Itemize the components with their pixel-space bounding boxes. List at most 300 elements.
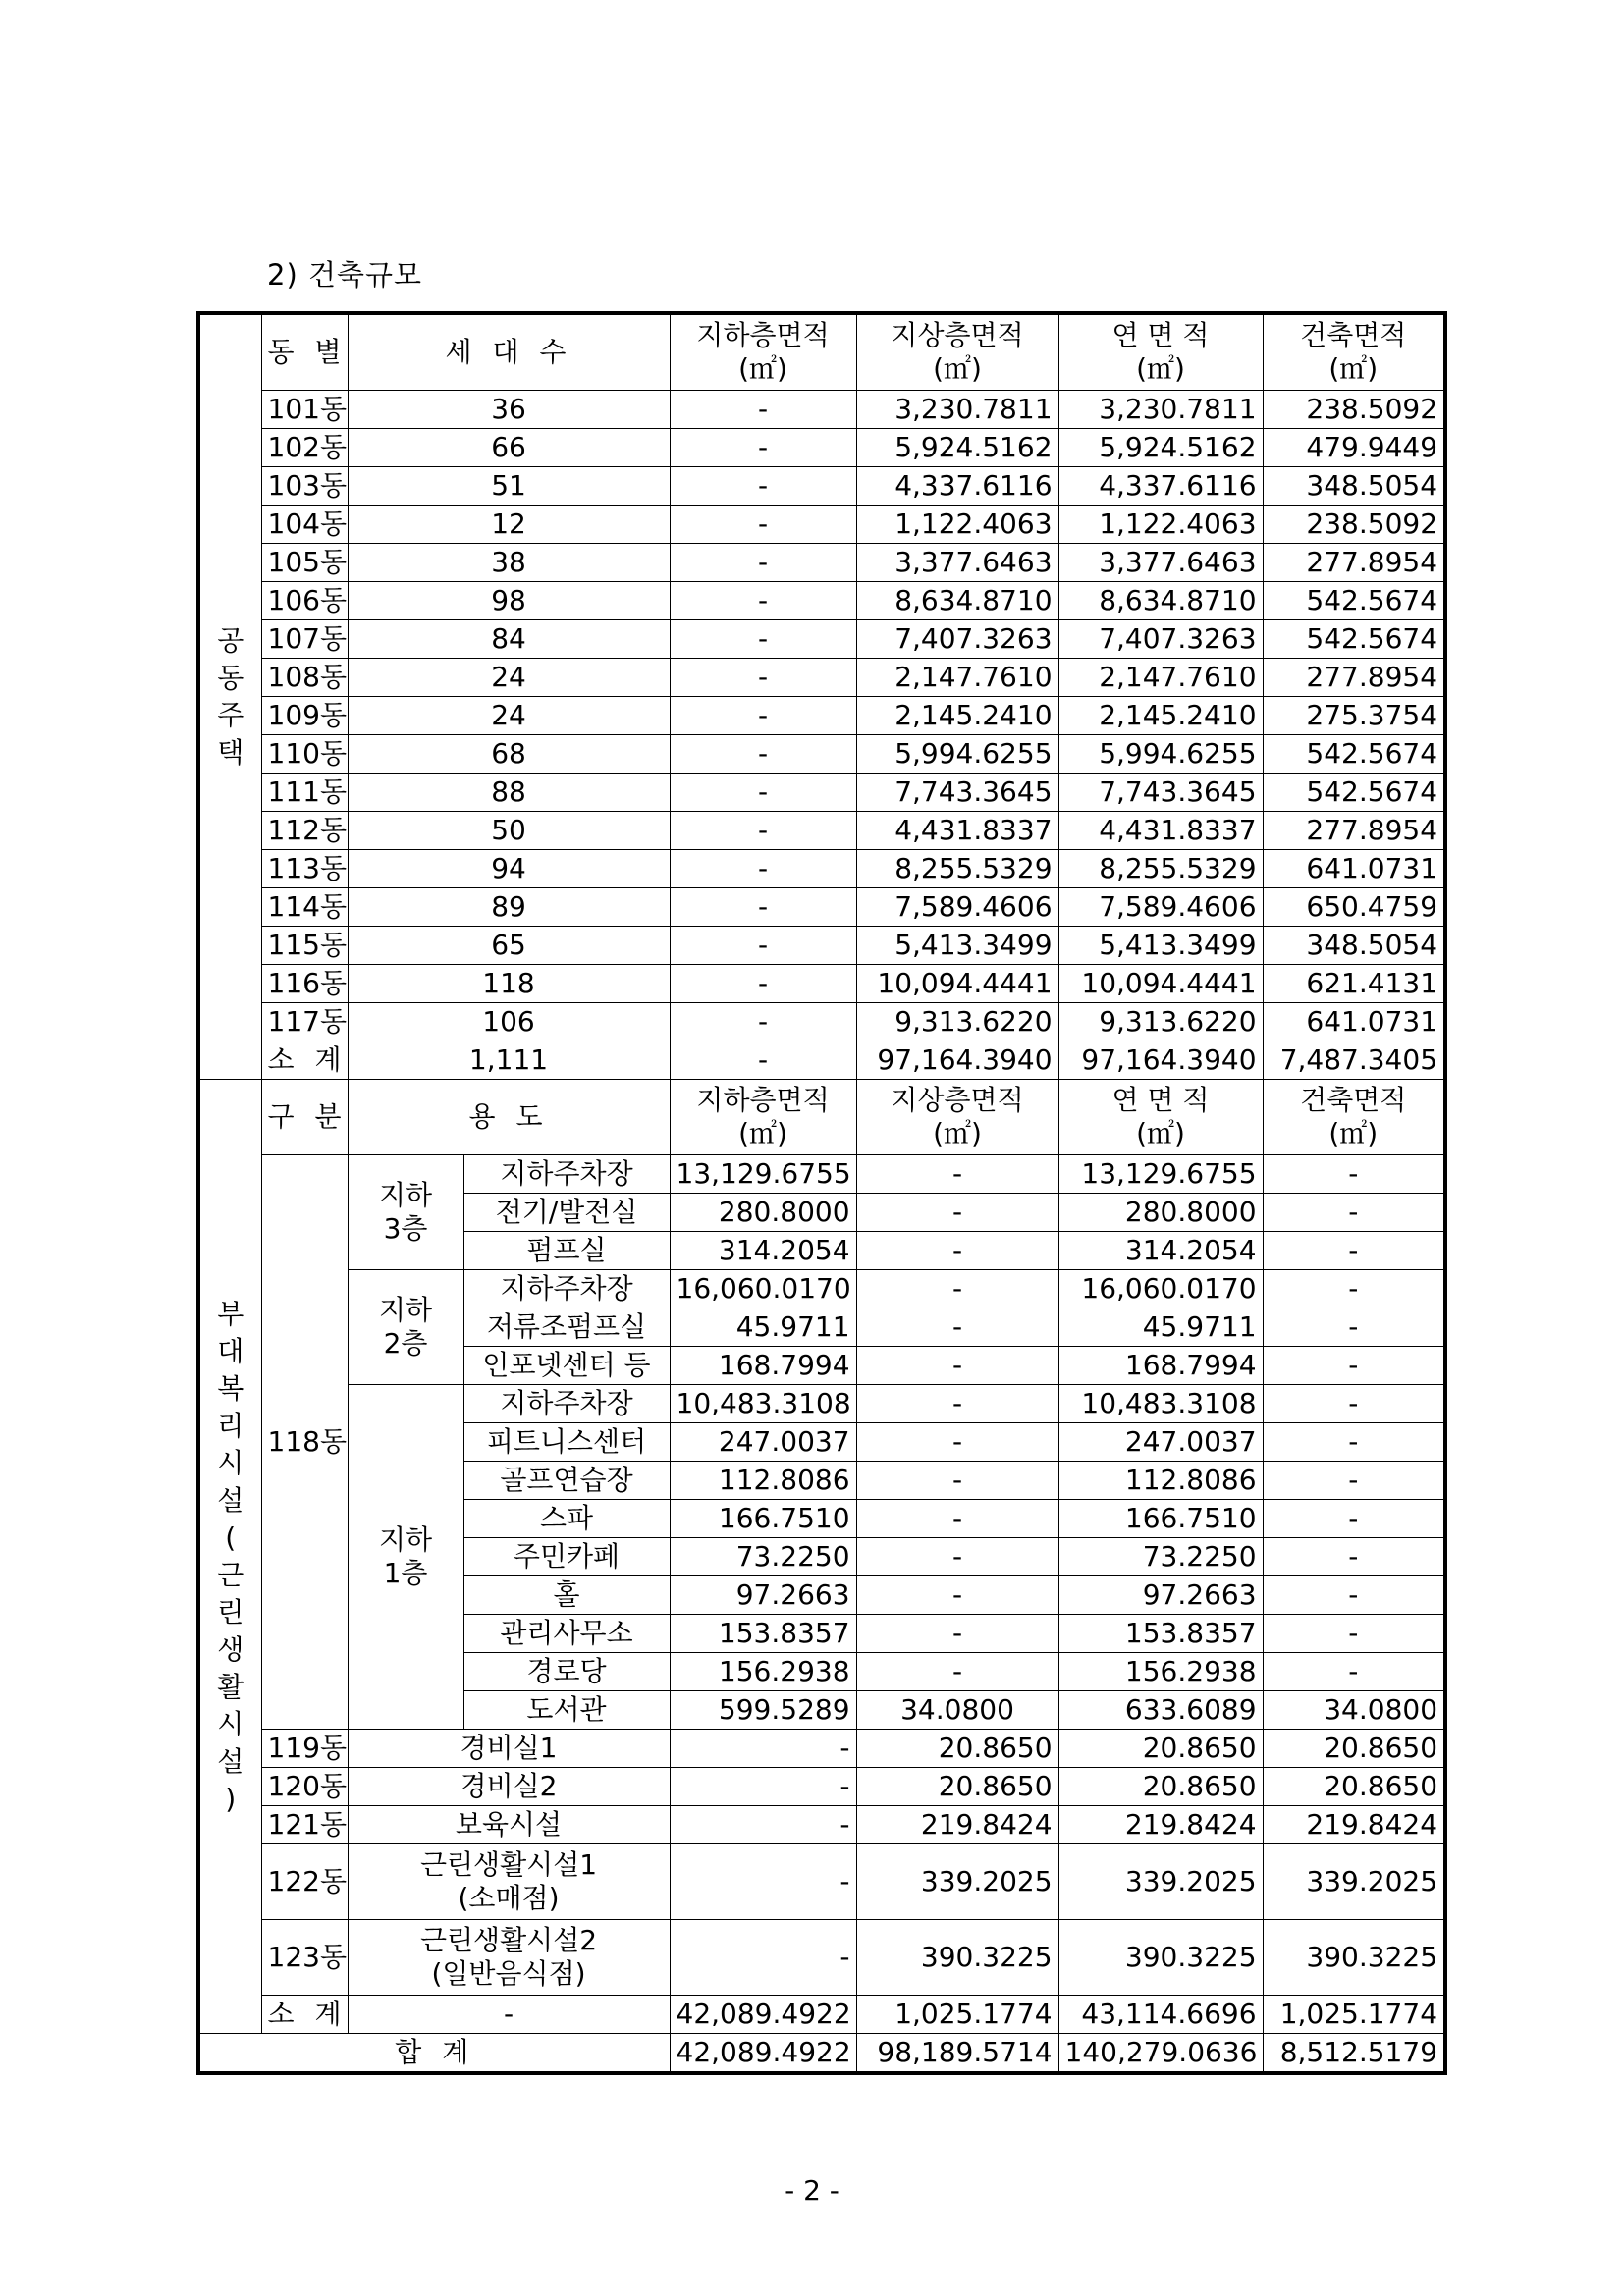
- header-above: [856, 313, 1058, 391]
- cell-use: 경로당: [463, 1653, 670, 1691]
- table-row: [198, 774, 1445, 812]
- cell-dong: 109동: [261, 697, 348, 735]
- table-row: [198, 965, 1445, 1003]
- table-row: [198, 506, 1445, 544]
- cell-line: 지하층면적: [696, 1084, 830, 1117]
- cell-line: (㎡): [738, 1117, 787, 1149]
- cell-units: 94: [348, 850, 670, 888]
- cell-dong: 117동: [261, 1003, 348, 1041]
- group-label-char: 활: [217, 1670, 244, 1703]
- cell-above: 97,164.3940: [856, 1041, 1058, 1080]
- cell-bldg: -: [1263, 1385, 1445, 1423]
- cell-total: 10,483.3108: [1058, 1385, 1263, 1423]
- cell-bldg: 7,487.3405: [1263, 1041, 1445, 1080]
- group-label-char: 근: [217, 1558, 244, 1591]
- cell-line: 지상층면적: [891, 1084, 1024, 1117]
- cell-total: 156.2938: [1058, 1653, 1263, 1691]
- cell-bldg: -: [1263, 1308, 1445, 1347]
- cell-dong: 110동: [261, 735, 348, 774]
- cell-above: 8,255.5329: [856, 850, 1058, 888]
- cell-line: 3층: [383, 1212, 428, 1245]
- cell-units: 84: [348, 620, 670, 659]
- cell-total: 7,407.3263: [1058, 620, 1263, 659]
- cell-under: -: [670, 506, 856, 544]
- cell-total: 280.8000: [1058, 1194, 1263, 1232]
- cell-total: 43,114.6696: [1058, 1996, 1263, 2034]
- cell-line: (㎡): [1328, 352, 1379, 385]
- cell-line: (㎡): [933, 1117, 982, 1149]
- cell-bldg: 8,512.5179: [1263, 2034, 1445, 2074]
- cell-total: 4,431.8337: [1058, 812, 1263, 850]
- group-label-facilities: [198, 1080, 261, 2034]
- cell-floor: [348, 1155, 463, 1270]
- cell-use: 경비실1: [348, 1730, 670, 1768]
- cell-total: 97,164.3940: [1058, 1041, 1263, 1080]
- cell-bldg: 238.5092: [1263, 506, 1445, 544]
- cell-under: 112.8086: [670, 1462, 856, 1500]
- cell-above: 3,230.7811: [856, 391, 1058, 429]
- cell-use: 경비실2: [348, 1768, 670, 1806]
- cell-bldg: 219.8424: [1263, 1806, 1445, 1844]
- cell-above: 7,589.4606: [856, 888, 1058, 927]
- cell-subtotal-label: 소 계: [261, 1041, 348, 1080]
- cell-above: 7,743.3645: [856, 774, 1058, 812]
- group-label-char: 부: [217, 1297, 244, 1330]
- cell-above: -: [856, 1232, 1058, 1270]
- header-under: [670, 1080, 856, 1155]
- cell-above: 9,313.6220: [856, 1003, 1058, 1041]
- cell-under: -: [670, 774, 856, 812]
- cell-dong: 116동: [261, 965, 348, 1003]
- cell-total: 13,129.6755: [1058, 1155, 1263, 1194]
- cell-use: 지하주차장: [463, 1385, 670, 1423]
- group-label-char: ): [225, 1782, 237, 1815]
- cell-dong: 118동: [261, 1155, 348, 1730]
- group-label-char: 린: [217, 1595, 244, 1629]
- cell-bldg: 277.8954: [1263, 544, 1445, 582]
- cell-total: 8,634.8710: [1058, 582, 1263, 620]
- cell-use: 피트니스센터: [463, 1423, 670, 1462]
- cell-use: 저류조펌프실: [463, 1308, 670, 1347]
- cell-above: 10,094.4441: [856, 965, 1058, 1003]
- cell-bldg: -: [1263, 1538, 1445, 1576]
- header-above: [856, 1080, 1058, 1155]
- cell-units: 38: [348, 544, 670, 582]
- table-row: [198, 544, 1445, 582]
- header-row: [198, 313, 1445, 391]
- cell-total: 3,377.6463: [1058, 544, 1263, 582]
- cell-above: -: [856, 1347, 1058, 1385]
- cell-bldg: -: [1263, 1232, 1445, 1270]
- cell-total: 10,094.4441: [1058, 965, 1263, 1003]
- cell-dong: 101동: [261, 391, 348, 429]
- table-row: [198, 1730, 1445, 1768]
- cell-total: 5,924.5162: [1058, 429, 1263, 467]
- cell-bldg: 641.0731: [1263, 850, 1445, 888]
- cell-bldg: 34.0800: [1263, 1691, 1445, 1730]
- cell-line: 근린생활시설2: [419, 1924, 598, 1957]
- cell-under: 16,060.0170: [670, 1270, 856, 1308]
- cell-dong: 120동: [261, 1768, 348, 1806]
- group-label-housing: [198, 313, 261, 1080]
- cell-units: 89: [348, 888, 670, 927]
- cell-use: 전기/발전실: [463, 1194, 670, 1232]
- cell-under: -: [670, 429, 856, 467]
- table-row: [198, 1920, 1445, 1996]
- cell-line: 2층: [383, 1327, 428, 1360]
- header-total: [1058, 313, 1263, 391]
- table-row: [198, 888, 1445, 927]
- cell-above: 98,189.5714: [856, 2034, 1058, 2074]
- cell-units: 118: [348, 965, 670, 1003]
- cell-above: -: [856, 1385, 1058, 1423]
- cell-total: 390.3225: [1058, 1920, 1263, 1996]
- group-label-char: 대: [217, 1334, 244, 1367]
- cell-under: -: [670, 1041, 856, 1080]
- cell-line: 연 면 적: [1111, 319, 1210, 352]
- cell-units: 24: [348, 659, 670, 697]
- cell-under: 156.2938: [670, 1653, 856, 1691]
- group-label-char: 설: [217, 1744, 244, 1778]
- table-row: [198, 391, 1445, 429]
- cell-total: 2,145.2410: [1058, 697, 1263, 735]
- cell-above: -: [856, 1615, 1058, 1653]
- table-row: [198, 1385, 1445, 1423]
- cell-under: 153.8357: [670, 1615, 856, 1653]
- cell-total: 7,589.4606: [1058, 888, 1263, 927]
- cell-under: 42,089.4922: [670, 2034, 856, 2074]
- cell-under: -: [670, 620, 856, 659]
- cell-total: 1,122.4063: [1058, 506, 1263, 544]
- cell-under: -: [670, 544, 856, 582]
- table-row: [198, 582, 1445, 620]
- table-row: [198, 659, 1445, 697]
- cell-total: 140,279.0636: [1058, 2034, 1263, 2074]
- cell-above: -: [856, 1194, 1058, 1232]
- cell-under: -: [670, 735, 856, 774]
- cell-use: 펌프실: [463, 1232, 670, 1270]
- cell-units: 36: [348, 391, 670, 429]
- cell-line: 지하층면적: [696, 319, 830, 352]
- cell-above: 4,337.6116: [856, 467, 1058, 506]
- cell-line: (일반음식점): [431, 1957, 586, 1990]
- cell-bldg: 277.8954: [1263, 659, 1445, 697]
- cell-dong: 104동: [261, 506, 348, 544]
- cell-total: 5,994.6255: [1058, 735, 1263, 774]
- cell-dong: 122동: [261, 1844, 348, 1920]
- header-bldg: [1263, 1080, 1445, 1155]
- subtotal-row: [198, 1041, 1445, 1080]
- cell-use: 지하주차장: [463, 1155, 670, 1194]
- cell-bldg: -: [1263, 1347, 1445, 1385]
- cell-use: 지하주차장: [463, 1270, 670, 1308]
- group-label-char: (: [225, 1521, 237, 1554]
- subtotal-row: [198, 1996, 1445, 2034]
- cell-above: -: [856, 1155, 1058, 1194]
- cell-units: 106: [348, 1003, 670, 1041]
- cell-under: -: [670, 812, 856, 850]
- cell-total: 3,230.7811: [1058, 391, 1263, 429]
- header-row: [198, 1080, 1445, 1155]
- cell-line: (㎡): [1136, 352, 1185, 385]
- group-label-char: 시: [217, 1707, 244, 1740]
- cell-under: -: [670, 965, 856, 1003]
- cell-total: 247.0037: [1058, 1423, 1263, 1462]
- table-row: [198, 429, 1445, 467]
- cell-under: -: [670, 391, 856, 429]
- table-row: [198, 1155, 1445, 1194]
- cell-bldg: 277.8954: [1263, 812, 1445, 850]
- cell-bldg: 1,025.1774: [1263, 1996, 1445, 2034]
- cell-total: 314.2054: [1058, 1232, 1263, 1270]
- cell-bldg: 339.2025: [1263, 1844, 1445, 1920]
- cell-above: 5,994.6255: [856, 735, 1058, 774]
- cell-total: 5,413.3499: [1058, 927, 1263, 965]
- cell-under: 42,089.4922: [670, 1996, 856, 2034]
- cell-bldg: -: [1263, 1500, 1445, 1538]
- cell-above: -: [856, 1423, 1058, 1462]
- cell-bldg: 621.4131: [1263, 965, 1445, 1003]
- header-total: [1058, 1080, 1263, 1155]
- cell-dong: 112동: [261, 812, 348, 850]
- header-bldg: [1263, 313, 1445, 391]
- group-label-char: 공: [217, 624, 244, 657]
- cell-total: 2,147.7610: [1058, 659, 1263, 697]
- cell-units: 24: [348, 697, 670, 735]
- table-row: [198, 1270, 1445, 1308]
- cell-under: 166.7510: [670, 1500, 856, 1538]
- cell-line: (소매점): [458, 1882, 560, 1914]
- cell-under: -: [670, 1730, 856, 1768]
- cell-line: 지상층면적: [891, 319, 1024, 352]
- cell-above: 339.2025: [856, 1844, 1058, 1920]
- cell-above: 390.3225: [856, 1920, 1058, 1996]
- cell-total: 166.7510: [1058, 1500, 1263, 1538]
- table-row: [198, 735, 1445, 774]
- cell-above: -: [856, 1576, 1058, 1615]
- header-under: [670, 313, 856, 391]
- cell-under: -: [670, 1806, 856, 1844]
- section-title: 2) 건축규모: [267, 258, 423, 292]
- cell-use: 골프연습장: [463, 1462, 670, 1500]
- cell-use: 관리사무소: [463, 1615, 670, 1653]
- cell-floor: [348, 1385, 463, 1730]
- cell-total: 20.8650: [1058, 1730, 1263, 1768]
- cell-line: 연 면 적: [1111, 1084, 1210, 1117]
- cell-dong: 108동: [261, 659, 348, 697]
- building-scale-table: [196, 311, 1447, 2075]
- cell-total: 16,060.0170: [1058, 1270, 1263, 1308]
- cell-total: 339.2025: [1058, 1844, 1263, 1920]
- cell-above: 1,025.1774: [856, 1996, 1058, 2034]
- cell-bldg: -: [1263, 1653, 1445, 1691]
- group-label-char: 리: [217, 1409, 244, 1442]
- cell-bldg: 650.4759: [1263, 888, 1445, 927]
- group-label-char: 시: [217, 1446, 244, 1479]
- cell-above: 5,413.3499: [856, 927, 1058, 965]
- cell-under: 168.7994: [670, 1347, 856, 1385]
- table-row: [198, 467, 1445, 506]
- cell-under: -: [670, 1003, 856, 1041]
- cell-bldg: -: [1263, 1155, 1445, 1194]
- cell-under: -: [670, 582, 856, 620]
- cell-total: 97.2663: [1058, 1576, 1263, 1615]
- cell-units: 88: [348, 774, 670, 812]
- cell-bldg: -: [1263, 1615, 1445, 1653]
- cell-use: [348, 1920, 670, 1996]
- cell-line: (㎡): [738, 352, 787, 385]
- cell-under: 599.5289: [670, 1691, 856, 1730]
- cell-under: -: [670, 1920, 856, 1996]
- group-label-char: 동: [217, 662, 244, 694]
- cell-bldg: 238.5092: [1263, 391, 1445, 429]
- cell-dong: 103동: [261, 467, 348, 506]
- cell-bldg: 542.5674: [1263, 774, 1445, 812]
- cell-bldg: 20.8650: [1263, 1730, 1445, 1768]
- cell-above: 8,634.8710: [856, 582, 1058, 620]
- cell-under: 247.0037: [670, 1423, 856, 1462]
- cell-bldg: 641.0731: [1263, 1003, 1445, 1041]
- cell-above: 4,431.8337: [856, 812, 1058, 850]
- cell-units: 50: [348, 812, 670, 850]
- header-category: 구 분: [261, 1080, 348, 1155]
- cell-under: 73.2250: [670, 1538, 856, 1576]
- cell-bldg: 542.5674: [1263, 582, 1445, 620]
- cell-under: -: [670, 1768, 856, 1806]
- cell-total: 73.2250: [1058, 1538, 1263, 1576]
- cell-dong: 106동: [261, 582, 348, 620]
- cell-bldg: -: [1263, 1270, 1445, 1308]
- cell-above: 5,924.5162: [856, 429, 1058, 467]
- cell-units: 98: [348, 582, 670, 620]
- cell-bldg: -: [1263, 1194, 1445, 1232]
- cell-use: 도서관: [463, 1691, 670, 1730]
- cell-dong: 119동: [261, 1730, 348, 1768]
- group-label-char: 주: [217, 699, 244, 731]
- cell-bldg: 542.5674: [1263, 735, 1445, 774]
- cell-above: 219.8424: [856, 1806, 1058, 1844]
- cell-subtotal-label: 소 계: [261, 1996, 348, 2034]
- cell-above: -: [856, 1500, 1058, 1538]
- table-row: [198, 850, 1445, 888]
- cell-line: 지하: [378, 1179, 433, 1212]
- cell-dong: 102동: [261, 429, 348, 467]
- cell-units: 66: [348, 429, 670, 467]
- cell-above: -: [856, 1653, 1058, 1691]
- cell-total: 219.8424: [1058, 1806, 1263, 1844]
- cell-above: 20.8650: [856, 1730, 1058, 1768]
- cell-dong: 114동: [261, 888, 348, 927]
- table-row: [198, 1003, 1445, 1041]
- cell-bldg: 20.8650: [1263, 1768, 1445, 1806]
- table-row: [198, 697, 1445, 735]
- cell-total: 153.8357: [1058, 1615, 1263, 1653]
- page-number: - 2 -: [785, 2174, 839, 2207]
- cell-line: 건축면적: [1300, 1084, 1407, 1117]
- cell-line: (㎡): [1136, 1117, 1185, 1149]
- cell-above: -: [856, 1308, 1058, 1347]
- cell-use: -: [348, 1996, 670, 2034]
- cell-use: [348, 1844, 670, 1920]
- cell-dong: 121동: [261, 1806, 348, 1844]
- table-row: [198, 1768, 1445, 1806]
- cell-under: 97.2663: [670, 1576, 856, 1615]
- cell-line: (㎡): [933, 352, 982, 385]
- cell-line: (㎡): [1328, 1117, 1379, 1149]
- table-row: [198, 1806, 1445, 1844]
- table-row: [198, 1844, 1445, 1920]
- cell-total: 7,743.3645: [1058, 774, 1263, 812]
- cell-use: 인포넷센터 등: [463, 1347, 670, 1385]
- cell-units: 12: [348, 506, 670, 544]
- group-label-char: 택: [217, 736, 244, 769]
- cell-bldg: 348.5054: [1263, 467, 1445, 506]
- cell-under: -: [670, 467, 856, 506]
- cell-bldg: 390.3225: [1263, 1920, 1445, 1996]
- cell-line: 1층: [383, 1557, 428, 1589]
- cell-total: 4,337.6116: [1058, 467, 1263, 506]
- cell-units: 68: [348, 735, 670, 774]
- header-use: 용 도: [348, 1080, 670, 1155]
- group-label-char: 생: [217, 1632, 244, 1666]
- cell-total: 633.6089: [1058, 1691, 1263, 1730]
- cell-under: -: [670, 927, 856, 965]
- cell-above: -: [856, 1270, 1058, 1308]
- cell-above: 2,147.7610: [856, 659, 1058, 697]
- cell-units: 51: [348, 467, 670, 506]
- cell-total: 168.7994: [1058, 1347, 1263, 1385]
- cell-under: 45.9711: [670, 1308, 856, 1347]
- cell-grand-total-label: 합 계: [198, 2034, 670, 2074]
- cell-line: 건축면적: [1300, 319, 1407, 352]
- cell-total: 112.8086: [1058, 1462, 1263, 1500]
- cell-under: -: [670, 1844, 856, 1920]
- header-dong: 동 별: [261, 313, 348, 391]
- cell-line: 지하: [378, 1523, 433, 1557]
- cell-under: 10,483.3108: [670, 1385, 856, 1423]
- cell-bldg: -: [1263, 1576, 1445, 1615]
- cell-use: 스파: [463, 1500, 670, 1538]
- cell-under: 280.8000: [670, 1194, 856, 1232]
- cell-above: 3,377.6463: [856, 544, 1058, 582]
- cell-bldg: 479.9449: [1263, 429, 1445, 467]
- cell-units: 1,111: [348, 1041, 670, 1080]
- cell-units: 65: [348, 927, 670, 965]
- cell-dong: 123동: [261, 1920, 348, 1996]
- cell-under: 13,129.6755: [670, 1155, 856, 1194]
- cell-bldg: 275.3754: [1263, 697, 1445, 735]
- cell-use: 홀: [463, 1576, 670, 1615]
- cell-above: -: [856, 1538, 1058, 1576]
- cell-use: 주민카페: [463, 1538, 670, 1576]
- cell-use: 보육시설: [348, 1806, 670, 1844]
- group-label-char: 설: [217, 1483, 244, 1517]
- cell-under: -: [670, 850, 856, 888]
- cell-dong: 113동: [261, 850, 348, 888]
- grand-total-row: [198, 2034, 1445, 2074]
- cell-above: 2,145.2410: [856, 697, 1058, 735]
- cell-dong: 107동: [261, 620, 348, 659]
- cell-bldg: 348.5054: [1263, 927, 1445, 965]
- table-row: [198, 812, 1445, 850]
- cell-dong: 105동: [261, 544, 348, 582]
- cell-above: 7,407.3263: [856, 620, 1058, 659]
- cell-total: 8,255.5329: [1058, 850, 1263, 888]
- cell-under: -: [670, 697, 856, 735]
- table-row: [198, 620, 1445, 659]
- cell-floor: [348, 1270, 463, 1385]
- cell-under: -: [670, 659, 856, 697]
